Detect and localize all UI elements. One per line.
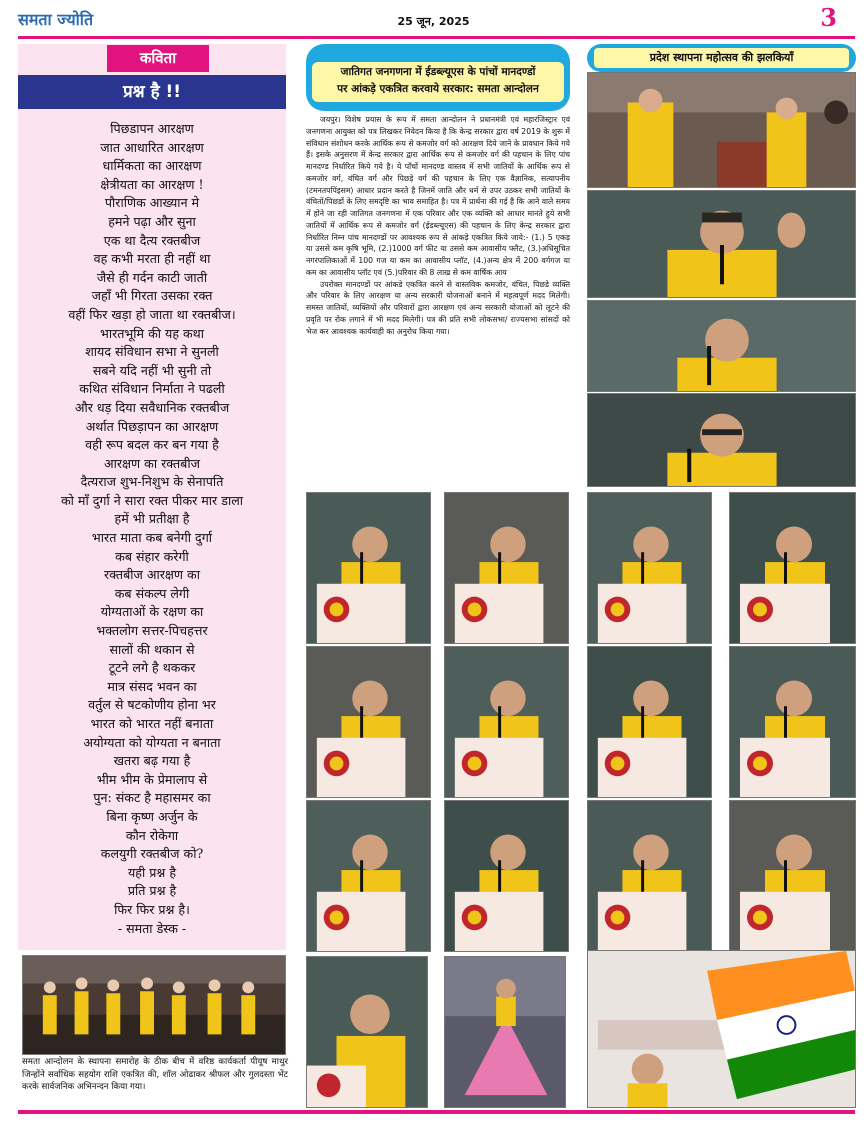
- gallery-photo-speaker-at-podium: [729, 800, 856, 952]
- gallery-photo-speaker-at-podium: [587, 646, 712, 798]
- footer-rule: [18, 1110, 855, 1114]
- poem-line: वहीं फिर खड़ा हो जाता था रक्तबीज।: [68, 306, 236, 322]
- article-paragraph: उपरोक्त मानदण्डों पर आंकडे एकत्रित करने से वास्तविक कमजोर, वंचित, पिछडे व्यक्ति और परिवार के लिए आरक्षण या अन्य सरकारी योजनाओं बनाने में महत्वपूर्ण मदद मिलेगी। समस्त जातियों, व्यक्तियों और परिवारों द्वारा आरक्षण एवं अन्य सरकारी योजाओं को लूटने की प्रवृति पर रोक लगाने में भी मदद मिलेगी। पत्र की प्रति सभी लोकसभा/ राज्यसभा सांसदों को भेज कर आवश्यक कार्यवाही का अनुरोध किया गया।: [306, 279, 570, 336]
- poem-line: फिर फिर प्रश्न है।: [114, 901, 190, 917]
- poem-line: वही रूप बदल कर बन गया है: [85, 437, 219, 453]
- gallery-photo-flag-performance: [587, 950, 856, 1108]
- poem-section-tag: कविता: [107, 45, 209, 72]
- poem-line: दैत्यराज शुभ-निशुभ के सेनापति: [80, 474, 224, 490]
- poem-line: अर्थात पिछड़ापन का आरक्षण: [85, 418, 219, 434]
- gallery-photo-speaker-2: [587, 300, 856, 392]
- gallery-photo-speaker-at-podium: [444, 800, 569, 952]
- poem-line: टूटने लगे है थककर: [108, 660, 196, 676]
- poem-line: यही प्रश्न है: [127, 864, 177, 880]
- poem-line: सबने यदि नहीं भी सुनी तो: [92, 362, 212, 378]
- gallery-photo-speaker-at-podium: [306, 800, 431, 952]
- poem-line: हमें भी प्रतीक्षा है: [114, 511, 190, 527]
- poem-line: भारत को भारत नहीं बनाता: [90, 716, 214, 731]
- masthead: समता ज्योति: [18, 10, 94, 29]
- poem-line: क्षेत्रीयता का आरक्षण !: [100, 176, 204, 192]
- poem-line: एक था दैत्य रक्तबीज: [103, 232, 201, 248]
- poem-line: खतरा बढ़ गया है: [113, 753, 191, 769]
- article-paragraph: जयपुर। विशेष प्रयास के रूप में समता आन्दोलन ने प्रधानमंत्री एवं महारजिस्ट्रार एवं जनगणना आयुक्त को पत्र लिखकर निवेदन किया है कि केन्द्र सरकार द्वारा वर्ष 2019 के शुरू में संविधान संशोधन करके आर्थिक रूप से कमजोर वर्ग को आरक्षण दिये जाने के प्रावधान किये गये हैं। इसके अनुसरण में केन्द्र सरकार द्वारा आर्थिक रूप से कमजोर वर्ग की पहचान के लिए पांच मानदण्ड निर्धारित किये गये है। ये पाँचों मानदण्ड वास्तव में सभी जातियों के आर्थिक रूप से कमजोर वर्ग, वंचित वर्ग और पिछड़े वर्ग की पहचान के लिए एक वैज्ञानिक, सत्यापनीय (टमनतपपिंइसम) आधार प्रदान करते है जिनमें जाति और धर्म से उपर उठकर सभी जातियों के वंचितों/पिछडों के लिए समदृष्टि का भाव समाहित है। पत्र में प्रार्थना की गई है कि आने वाले समय में होने जा रही जातिगत जनगणना में एक परिवार और एक व्यक्ति को आधार मानते हुये सभी जातियों में आर्थिक रूप से कमजोर वर्ग (ईडब्ल्यूएस) की पहचान के लिए केन्द्र सरकार द्वारा निर्धारित निम्न पांच मानदण्डों पर आवश्यक रूप से आंकड़े एकत्रित किये जाये:- (1.) 5 एकड़ या उससे कम कृषि भूमि, (2.)1000 वर्ग फीट या उससे कम आवासीय फ्लैट, (3.)अधिसूचित नगरपालिकाओं में 100 गज या कम का आवासीय प्लॉट, (4.)अन्य क्षेत्र में 200 वर्गगज या कम का आवासीय प्लॉट एवं (5.)परिवार की 8 लाख से कम वार्षिक आय: [306, 115, 570, 277]
- poem-line: योग्यताओं के रक्षण का: [100, 604, 204, 620]
- poem-line: वर्तुल से षटकोणीय होना भर: [88, 697, 216, 713]
- gallery-photo-speaker-at-podium: [306, 646, 431, 798]
- poem-line: प्रति प्रश्न है: [127, 883, 177, 899]
- poem-line: कलयुगी रक्तबीज को?: [100, 846, 204, 862]
- poem-line: बिना कृष्ण अर्जुन के: [106, 808, 198, 824]
- poem-line: भारत माता कब बनेगी दुर्गा: [91, 530, 213, 546]
- poem-line: जैसे ही गर्दन काटी जाती: [96, 269, 208, 285]
- poem-line: मात्र संसद भवन का: [107, 678, 197, 694]
- poem-line: वह कभी मरता ही नहीं था: [93, 251, 211, 267]
- gallery-title: प्रदेश स्थापना महोत्सव की झलकियाँ: [594, 48, 849, 68]
- gallery-photo-speaker-bottom: [306, 956, 428, 1108]
- gallery-photo-speaker-1: [587, 190, 856, 298]
- poem-line: पौराणिक आख्यान मे: [104, 195, 200, 211]
- gallery-photo-speaker-3: [587, 393, 856, 487]
- page-number: 3: [820, 3, 837, 32]
- gallery-photo-felicitation: [587, 72, 856, 188]
- poem-line: - समता डेस्क -: [117, 920, 187, 936]
- poem-line: सालों की थकान से: [109, 641, 195, 657]
- gallery-photo-speaker-at-podium: [729, 646, 856, 798]
- poem-line: पिछडापन आरक्षण: [110, 121, 194, 136]
- poem-line: आरक्षण का रक्तबीज: [104, 455, 200, 471]
- poem-line: और धड़ दिया सवैधानिक रक्तबीज: [74, 399, 230, 415]
- poem-line: धार्मिकता का आरक्षण: [102, 158, 202, 174]
- poem-line: को माँ दुर्गा ने सारा रक्त पीकर मार डाला: [60, 492, 244, 508]
- gallery-photo-speaker-at-podium: [587, 492, 712, 644]
- ceremony-photo: [22, 955, 286, 1055]
- poem-line: अयोग्यता को योग्यता न बनाता: [83, 734, 221, 750]
- poem-lines: [18, 120, 286, 938]
- gallery-photo-dancer: [444, 956, 566, 1108]
- poem-line: रक्तबीज आरक्षण का: [104, 567, 200, 583]
- header-rule: [18, 36, 855, 39]
- headline-line-1: जातिगत जनगणना में ईडब्ल्यूएस के पांचों मानदण्डों: [340, 66, 536, 78]
- gallery-photo-speaker-at-podium: [444, 646, 569, 798]
- poem-line: कथित संविधान निर्माता ने पढली: [79, 381, 225, 397]
- poem-line: भक्तलोग सत्तर-पिचहत्तर: [96, 623, 208, 639]
- gallery-photo-speaker-at-podium: [306, 492, 431, 644]
- headline-line-2: पर आंकड़े एकत्रित करवाये सरकार: समता आन्दोलन: [337, 83, 539, 95]
- poem-line: कब संहार करेगी: [115, 548, 189, 564]
- poem-line: शायद संविधान सभा ने सुनली: [85, 344, 219, 360]
- poem-line: पुन: संकट है महासमर का: [93, 790, 211, 806]
- article-body: [306, 114, 570, 337]
- poem-line: जहाँ भी गिरता उसका रक्त: [91, 288, 213, 304]
- issue-date: 25 जून, 2025: [397, 15, 470, 28]
- article-headline: [312, 62, 564, 102]
- poem-line: हमने पढ़ा और सुना: [108, 213, 196, 229]
- ceremony-caption: समता आन्दोलन के स्थापना समारोह के ठीक बीच में वरिष्ठ कार्यकर्ता पीयूष माथुर जिन्होंने सर्वाधिक सहयोग राशि एकत्रित की, शॉल ओढाकर श्रीफल और गुलदस्ता भेंट करके सार्वजनिक अभिनन्दन किया गया।: [22, 1057, 288, 1093]
- poem-line: कब संकल्प लेगी: [114, 585, 190, 601]
- poem-line: जात आधारित आरक्षण: [100, 139, 204, 155]
- poem-line: भारतभूमि की यह कथा: [99, 325, 204, 341]
- gallery-photo-speaker-at-podium: [729, 492, 856, 644]
- gallery-photo-speaker-at-podium: [444, 492, 569, 644]
- poem-line: कौन रोकेगा: [125, 827, 179, 843]
- poem-line: भीम भीम के प्रेमालाप से: [96, 771, 208, 787]
- poem-title: प्रश्न है !!: [18, 75, 286, 109]
- gallery-photo-speaker-at-podium: [587, 800, 712, 952]
